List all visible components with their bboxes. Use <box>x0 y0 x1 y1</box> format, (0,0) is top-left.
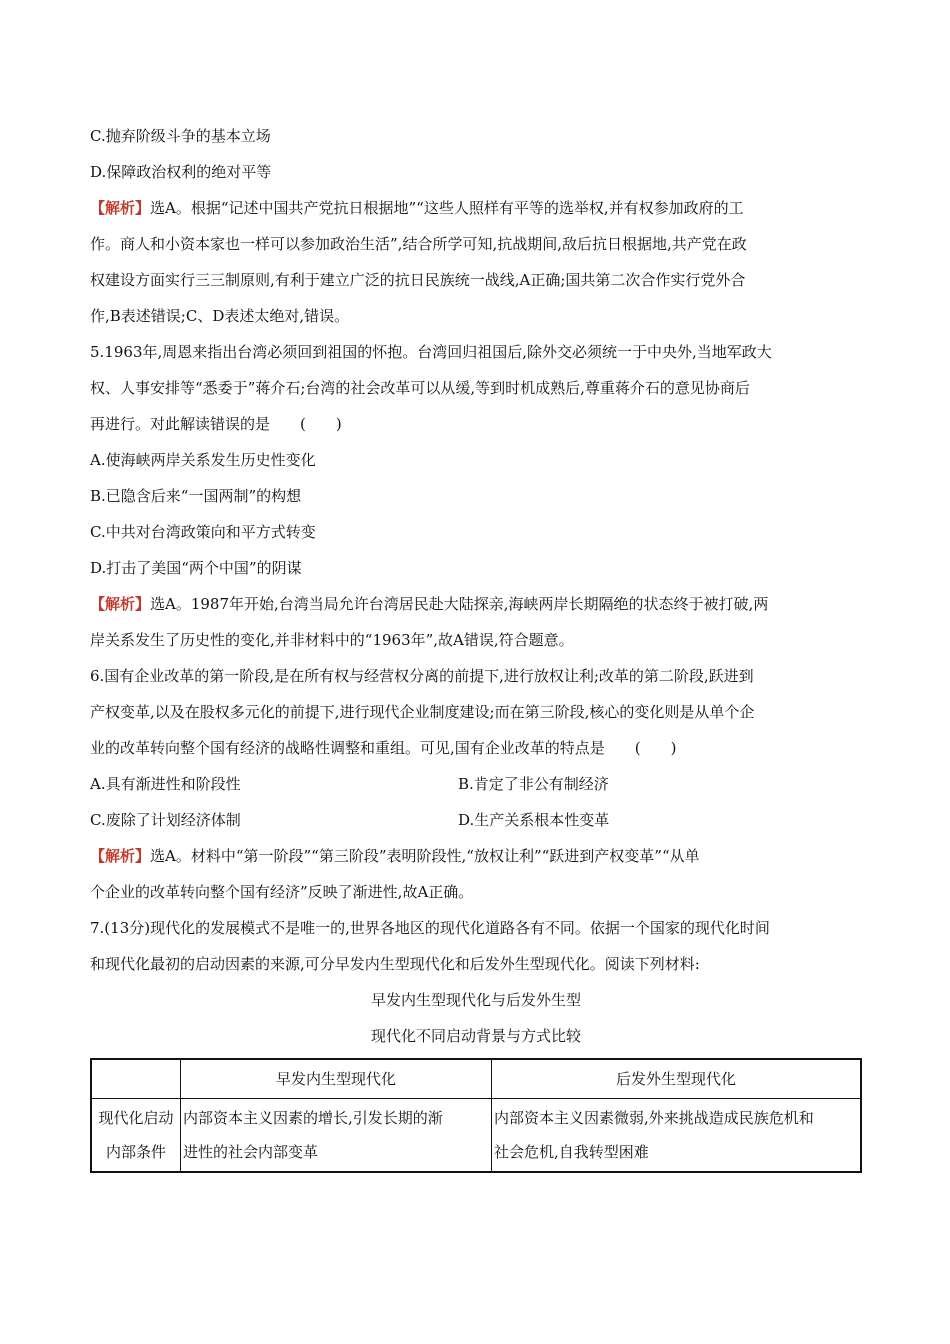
q4-analysis-line: 作。商人和小资本家也一样可以参加政治生活”,结合所学可知,抗战期间,敌后抗日根据地,共产党在政 <box>90 235 747 253</box>
q5-stem-line: 权、人事安排等“悉委于”蒋介石;台湾的社会改革可以从缓,等到时机成熟后,尊重蒋介石的意见协商后 <box>90 379 750 397</box>
analysis-tag: 【解析】 <box>90 199 151 217</box>
table-subtitle: 现代化不同启动背景与方式比较 <box>370 1027 581 1045</box>
q5-stem-line: 再进行。对此解读错误的是 ( ) <box>90 415 342 433</box>
q6-options-row <box>90 802 862 838</box>
q5-analysis-line: 【解析】选A。1987年开始,台湾当局允许台湾居民赴大陆探亲,海峡两岸长期隔绝的状态终于被打破,两 <box>90 595 769 613</box>
q5-stem-line: 5.1963年,周恩来指出台湾必须回到祖国的怀抱。台湾回归祖国后,除外交必须统一于中央外,当地军政大 <box>90 343 772 361</box>
q6-stem-line: 6.国有企业改革的第一阶段,是在所有权与经营权分离的前提下,进行放权让利;改革的第二阶段,跃进到 <box>90 667 754 685</box>
q6-option-c: C.废除了计划经济体制 <box>90 811 241 829</box>
q6-stem-line: 产权变革,以及在股权多元化的前提下,进行现代企业制度建设;而在第三阶段,核心的变化则是从单个企 <box>90 703 755 721</box>
q6-option-d: D.生产关系根本性变革 <box>458 811 610 829</box>
q6-analysis-line: 【解析】选A。材料中“第一阶段”“第三阶段”表明阶段性,“放权让利”“跃进到产权变革”“从单 <box>90 847 700 865</box>
q4-analysis-line: 权建设方面实行三三制原则,有利于建立广泛的抗日民族统一战线,A正确;国共第二次合作实行党外合 <box>90 271 746 289</box>
analysis-tag: 【解析】 <box>90 595 151 613</box>
table-title: 早发内生型现代化与后发外生型 <box>370 991 581 1009</box>
table-header-cell <box>91 1059 181 1099</box>
table-header-cell: 后发外生型现代化 <box>492 1059 862 1099</box>
q6-options-row <box>90 766 862 802</box>
table-cell-label: 现代化启动 内部条件 <box>91 1099 181 1173</box>
q6-analysis-line: 个企业的改革转向整个国有经济”反映了渐进性,故A正确。 <box>90 883 474 901</box>
comparison-table <box>90 1058 862 1173</box>
q5-option-d: D.打击了美国“两个中国”的阴谋 <box>90 559 302 577</box>
table-cell: 内部资本主义因素的增长,引发长期的渐 进性的社会内部变革 <box>181 1099 492 1173</box>
q5-option-a: A.使海峡两岸关系发生历史性变化 <box>90 451 316 469</box>
table-cell: 内部资本主义因素微弱,外来挑战造成民族危机和 社会危机,自我转型困难 <box>492 1099 862 1173</box>
table-row <box>91 1099 861 1173</box>
q4-analysis-line: 【解析】选A。根据“记述中国共产党抗日根据地”“这些人照样有平等的选举权,并有权参加政府的工 <box>90 199 744 217</box>
document-page <box>90 118 862 1173</box>
q6-option-b: B.肯定了非公有制经济 <box>458 775 609 793</box>
q7-stem-line: 7.(13分)现代化的发展模式不是唯一的,世界各地区的现代化道路各有不同。依据一个国家的现代化时间 <box>90 919 770 937</box>
q4-option-d: D.保障政治权利的绝对平等 <box>90 163 272 181</box>
analysis-tag: 【解析】 <box>90 847 151 865</box>
q7-stem-line: 和现代化最初的启动因素的来源,可分早发内生型现代化和后发外生型现代化。阅读下列材料: <box>90 955 700 973</box>
q6-option-a: A.具有渐进性和阶段性 <box>90 775 241 793</box>
q5-option-c: C.中共对台湾政策向和平方式转变 <box>90 523 316 541</box>
table-header-cell: 早发内生型现代化 <box>181 1059 492 1099</box>
q4-option-c: C.抛弃阶级斗争的基本立场 <box>90 127 271 145</box>
q4-analysis-line: 作,B表述错误;C、D表述太绝对,错误。 <box>90 307 350 325</box>
q5-option-b: B.已隐含后来“一国两制”的构想 <box>90 487 302 505</box>
table-header-row <box>91 1059 861 1099</box>
q6-stem-line: 业的改革转向整个国有经济的战略性调整和重组。可见,国有企业改革的特点是 ( ) <box>90 739 677 757</box>
q5-analysis-line: 岸关系发生了历史性的变化,并非材料中的“1963年”,故A错误,符合题意。 <box>90 631 574 649</box>
